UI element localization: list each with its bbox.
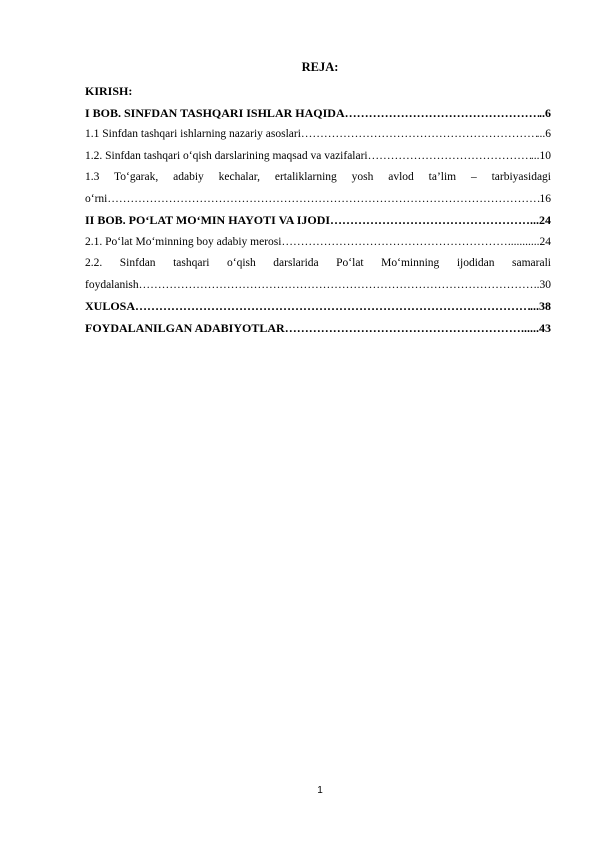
toc-page-number: ...38 [530, 299, 551, 313]
toc-xulosa [85, 296, 551, 318]
toc-page-number: ......43 [521, 320, 551, 335]
dot-leader [345, 103, 539, 125]
toc-section-1-2 [85, 146, 551, 168]
table-of-contents [85, 81, 551, 339]
toc-section-2-2-line2 [85, 275, 551, 297]
dot-leader [330, 210, 530, 232]
dot-leader [139, 275, 534, 297]
toc-entry-text: 1.2. Sinfdan tashqari o‘qish darslarining maqsad va vazifalari [85, 149, 368, 162]
toc-page-number: ..6 [539, 105, 551, 120]
toc-page-number: ...........24 [507, 235, 551, 248]
toc-entry-text: I BOB. SINFDAN TASHQARI ISHLAR HAQIDA [85, 105, 345, 120]
toc-page-number: ..30 [533, 278, 551, 291]
toc-section-1-3-line1: 1.3 To‘garak, adabiy kechalar, ertaliklarning yosh avlod ta’lim – tarbiyasidagi [85, 171, 551, 183]
toc-section-1-3-line2 [85, 189, 551, 211]
toc-section-2-2-line1: 2.2. Sinfdan tashqari o‘qish darslarida Po‘lat Mo‘minning ijodidan samarali [85, 257, 551, 269]
toc-entry-text: 1.1 Sinfdan tashqari ishlarning nazariy asoslari [85, 128, 301, 140]
toc-entry-text: XULOSA [85, 299, 136, 313]
toc-page-number: ...24 [530, 213, 551, 227]
toc-chapter-1 [85, 103, 551, 125]
toc-entry-text: foydalanish [85, 278, 139, 291]
toc-chapter-2 [85, 210, 551, 232]
toc-adabiyotlar [85, 318, 551, 340]
dot-leader [107, 189, 539, 211]
page-number: 1 [317, 785, 323, 796]
dot-leader [301, 124, 537, 146]
toc-section-2-1 [85, 232, 551, 254]
toc-entry-text: II BOB. PO‘LAT MO‘MIN HAYOTI VA IJODI [85, 213, 331, 227]
dot-leader [368, 146, 531, 168]
page-title: REJA: [301, 60, 339, 74]
toc-entry-text: 2.1. Po‘lat Mo‘minning boy adabiy merosi [85, 235, 282, 248]
toc-kirish: KIRISH: [85, 84, 133, 98]
toc-section-1-1 [85, 124, 551, 146]
toc-page-number: 16 [539, 192, 551, 205]
toc-page-number: ...10 [530, 149, 551, 162]
toc-entry-text: o‘rni [85, 192, 108, 205]
toc-entry-text: FOYDALANILGAN ADABIYOTLAR [85, 320, 285, 335]
dot-leader [285, 318, 521, 340]
dot-leader [281, 232, 507, 254]
toc-page-number: ...6 [536, 128, 551, 140]
dot-leader [135, 296, 530, 318]
